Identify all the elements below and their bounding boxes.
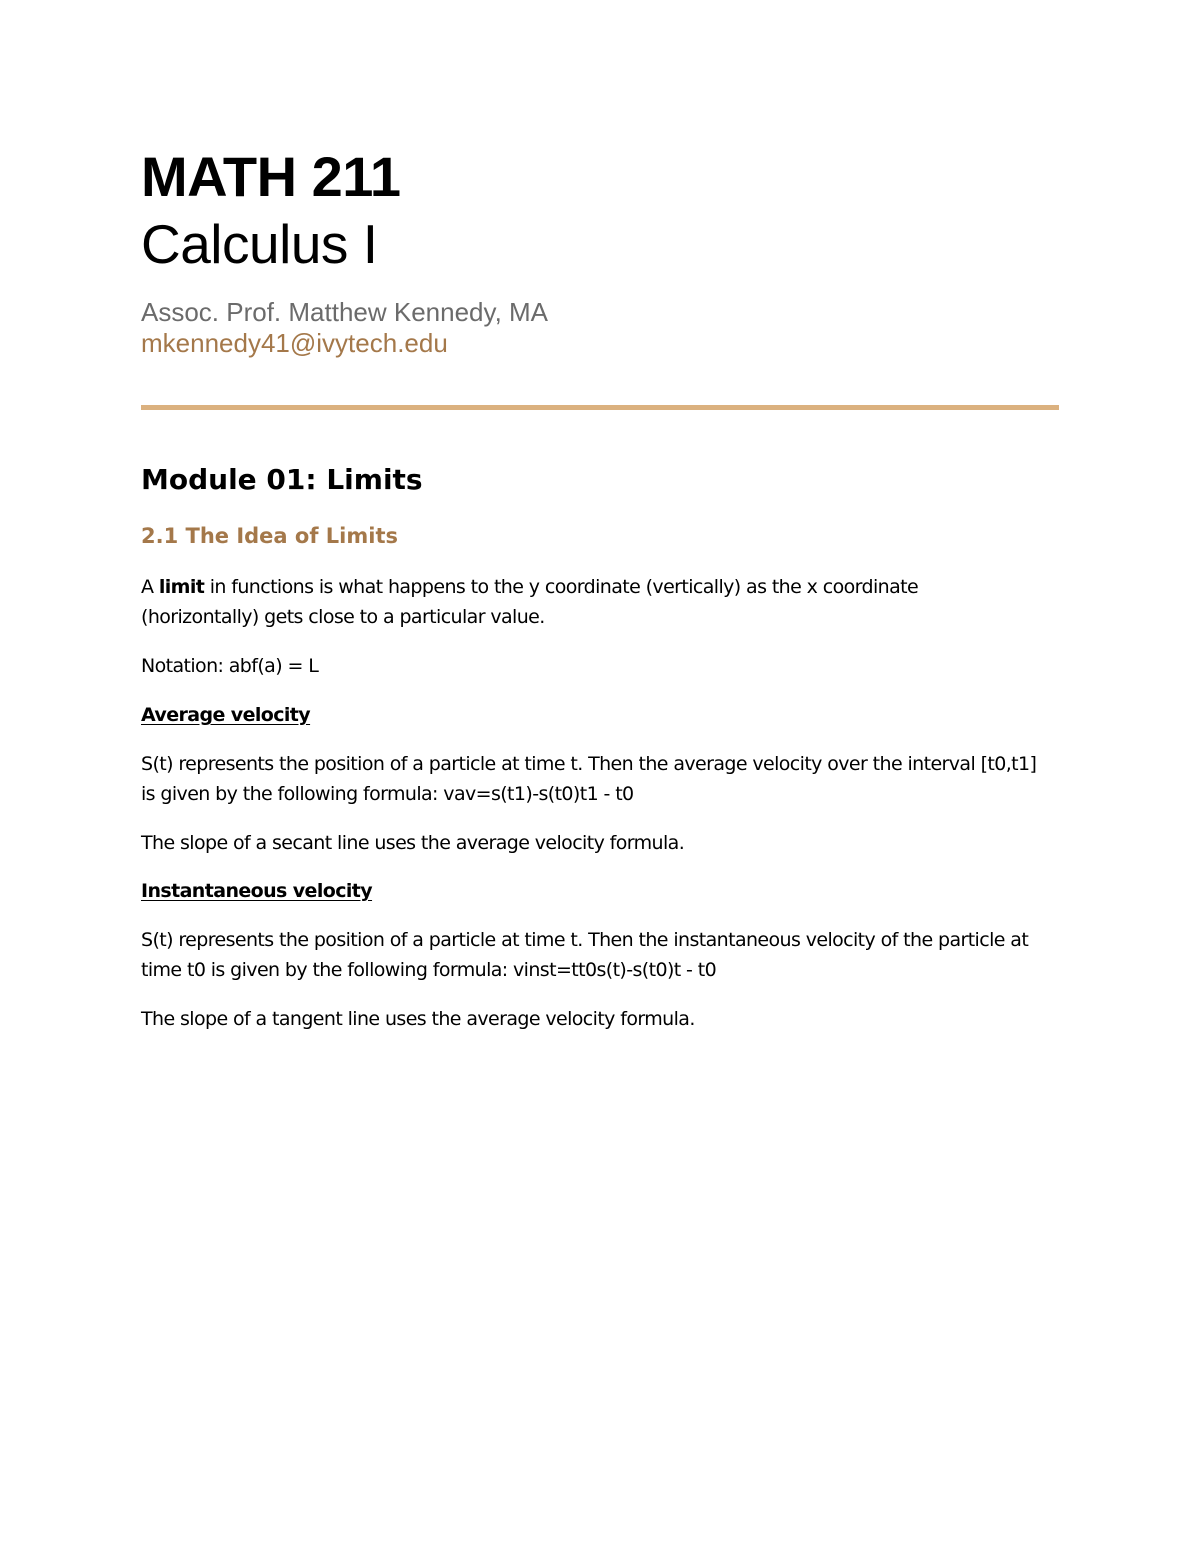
- header-divider: [141, 405, 1059, 410]
- limit-definition-prefix: A: [141, 576, 159, 598]
- instructor-email-link[interactable]: mkennedy41@ivytech.edu: [141, 328, 448, 358]
- module-title: Module 01: Limits: [141, 463, 423, 496]
- average-velocity-heading: Average velocity: [141, 704, 311, 726]
- section-title: 2.1 The Idea of Limits: [141, 524, 398, 548]
- average-velocity-text: S(t) represents the position of a particle at time t. Then the average velocity over the interval [t0,t1] is given by the following formula: vav=s(t1)-s(t0)t1 - t0: [141, 753, 1037, 805]
- tangent-line-note: The slope of a tangent line uses the average velocity formula.: [141, 1008, 695, 1030]
- instructor-name: Assoc. Prof. Matthew Kennedy, MA: [141, 297, 549, 327]
- instantaneous-velocity-heading: Instantaneous velocity: [141, 880, 373, 902]
- course-name: Calculus I: [141, 213, 378, 275]
- secant-line-note: The slope of a secant line uses the average velocity formula.: [141, 832, 685, 854]
- instantaneous-velocity-text: S(t) represents the position of a particle at time t. Then the instantaneous velocity of the particle at time t0 is given by the following formula: vinst=tt0s(t)-s(t0)t - t0: [141, 929, 1029, 981]
- limit-term: limit: [158, 576, 205, 598]
- course-code: MATH 211: [141, 145, 401, 208]
- notation-line: Notation: abf(a) = L: [141, 655, 319, 677]
- limit-definition: [141, 572, 1041, 632]
- limit-definition-text: in functions is what happens to the y coordinate (vertically) as the x coordinate (horizontally) gets close to a particular value.: [141, 576, 919, 628]
